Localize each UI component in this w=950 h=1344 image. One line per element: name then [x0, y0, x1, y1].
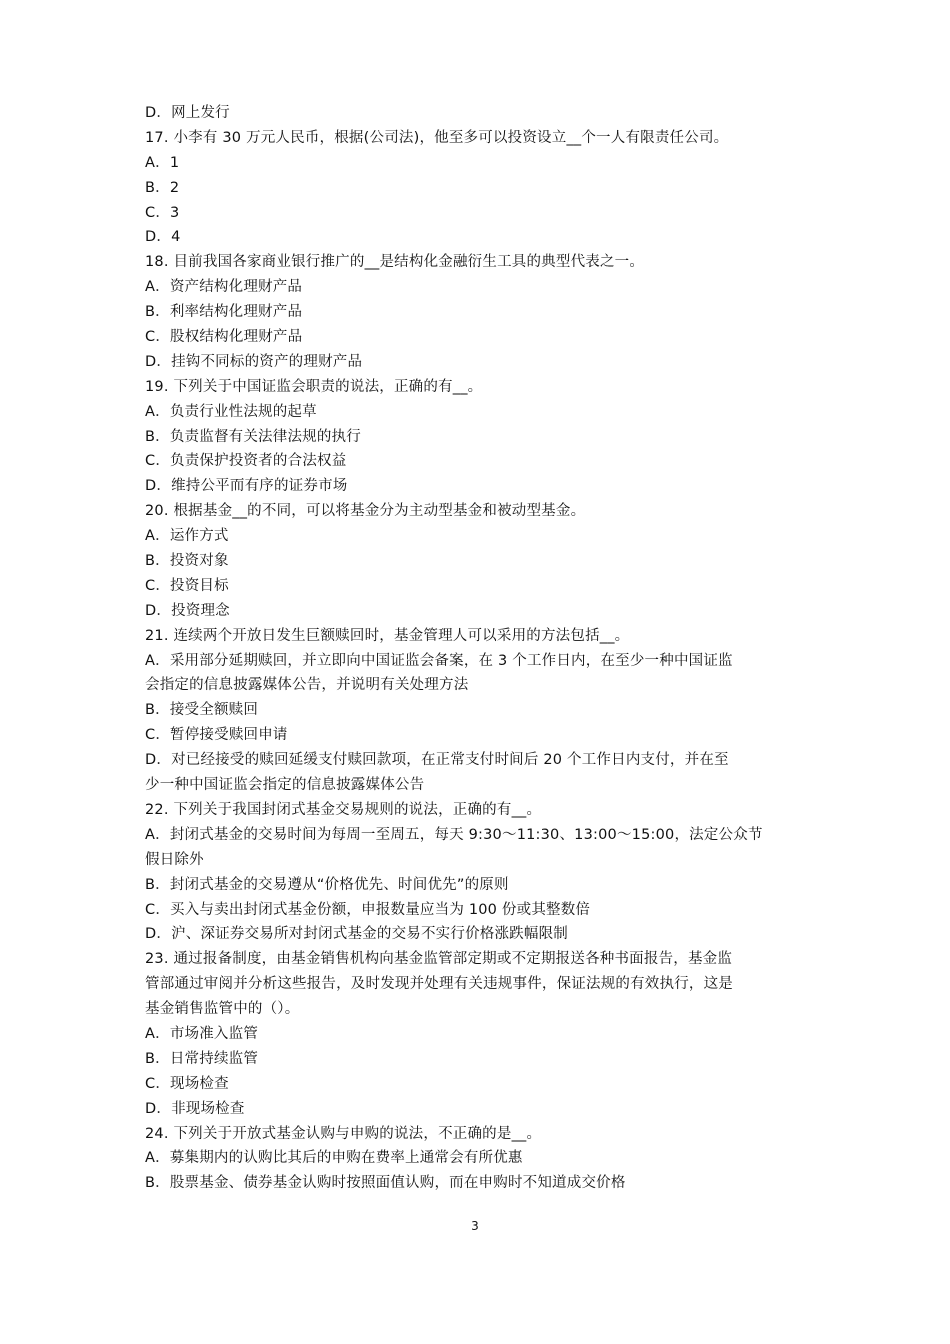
text-line: B．接受全额赎回 [145, 702, 259, 719]
text-line: B．投资对象 [145, 553, 229, 570]
text-line: 18. 目前我国各家商业银行推广的__是结构化金融衍生工具的典型代表之一。 [145, 254, 645, 271]
text-line: C．暂停接受赎回申请 [145, 727, 288, 744]
page-number: 3 [471, 1219, 479, 1233]
text-line: C．投资目标 [145, 577, 229, 594]
text-line: B．利率结构化理财产品 [145, 304, 303, 321]
text-line: D．挂钩不同标的资产的理财产品 [145, 353, 363, 370]
text-line: 假日除外 [145, 851, 204, 868]
text-line: 管部通过审阅并分析这些报告，及时发现并处理有关违规事件，保证法规的有效执行，这是 [145, 976, 733, 993]
text-line: A．1 [145, 154, 180, 171]
text-line: 24. 下列关于开放式基金认购与申购的说法，不正确的是__。 [145, 1125, 542, 1142]
text-line: A．运作方式 [145, 528, 229, 545]
text-line: B．负责监督有关法律法规的执行 [145, 428, 361, 445]
text-line: 20. 根据基金__的不同，可以将基金分为主动型基金和被动型基金。 [145, 503, 586, 520]
text-line: C．负责保护投资者的合法权益 [145, 453, 347, 470]
text-line: D．维持公平而有序的证券市场 [145, 478, 348, 495]
text-line: B．封闭式基金的交易遵从“价格优先、时间优先”的原则 [145, 876, 509, 893]
text-line: C．股权结构化理财产品 [145, 329, 303, 346]
text-line: B．股票基金、债券基金认购时按照面值认购，而在申购时不知道成交价格 [145, 1175, 626, 1192]
text-line: C．3 [145, 204, 180, 221]
text-line: A．负责行业性法规的起草 [145, 403, 317, 420]
text-line: A．采用部分延期赎回，并立即向中国证监会备案，在 3 个工作日内，在至少一种中国证监 [145, 652, 733, 669]
document-body [145, 101, 820, 1196]
text-line: 少一种中国证监会指定的信息披露媒体公告 [145, 777, 425, 794]
text-line: 会指定的信息披露媒体公告，并说明有关处理方法 [145, 677, 469, 694]
text-line: D．4 [145, 229, 181, 246]
text-line: A．封闭式基金的交易时间为每周一至周五，每天 9:30～11:30、13:00～15:00，法定公众节 [145, 826, 763, 843]
text-line: B．日常持续监管 [145, 1050, 259, 1067]
text-line: 23. 通过报备制度，由基金销售机构向基金监管部定期或不定期报送各种书面报告，基金监 [145, 951, 733, 968]
text-line: D．沪、深证券交易所对封闭式基金的交易不实行价格涨跌幅限制 [145, 926, 568, 943]
text-line: D．网上发行 [145, 105, 230, 121]
text-line: A．市场准入监管 [145, 1025, 259, 1042]
text-line: D．对已经接受的赎回延缓支付赎回款项，在正常支付时间后 20 个工作日内支付，并在至 [145, 752, 729, 769]
text-line: D．非现场检查 [145, 1100, 245, 1117]
text-line: 22. 下列关于我国封闭式基金交易规则的说法，正确的有__。 [145, 801, 542, 818]
text-line: 19. 下列关于中国证监会职责的说法，正确的有__。 [145, 378, 483, 395]
text-line: 21. 连续两个开放日发生巨额赎回时，基金管理人可以采用的方法包括__。 [145, 627, 630, 644]
text-line: C．现场检查 [145, 1075, 229, 1092]
text-line: 基金销售监管中的（）。 [145, 1001, 300, 1018]
text-line: D．投资理念 [145, 602, 230, 619]
text-line: A．募集期内的认购比其后的申购在费率上通常会有所优惠 [145, 1150, 523, 1167]
text-line: B．2 [145, 179, 180, 196]
text-line: A．资产结构化理财产品 [145, 279, 303, 296]
text-line: C．买入与卖出封闭式基金份额，申报数量应当为 100 份或其整数倍 [145, 901, 591, 918]
text-line: 17. 小李有 30 万元人民币，根据(公司法)，他至多可以投资设立__个一人有限责任公司。 [145, 129, 729, 146]
